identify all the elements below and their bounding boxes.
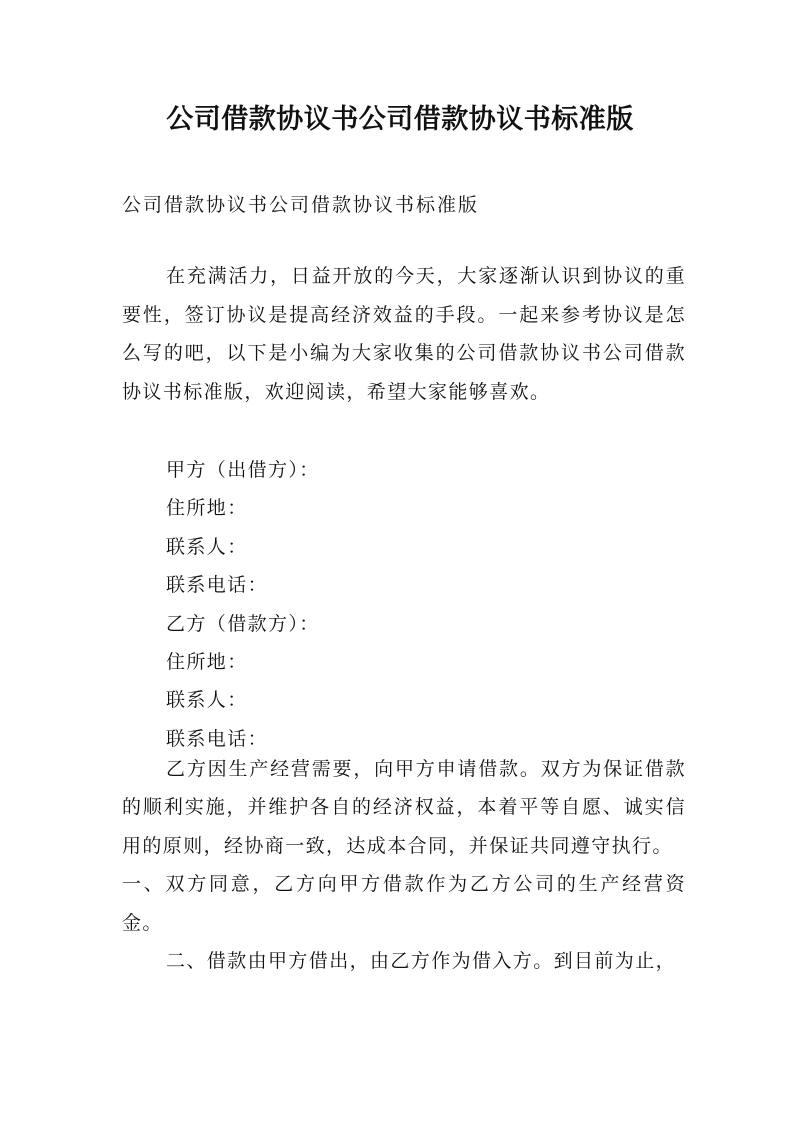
document-title: 公司借款协议书公司借款协议书标准版 (166, 104, 634, 135)
clause-one: 一、双方同意，乙方向甲方借款作为乙方公司的生产经营资金。 (122, 873, 686, 934)
contract-clauses (122, 750, 686, 980)
party-a-contact-label: 联系人： (166, 535, 248, 558)
party-b-label: 乙方（借款方）： (166, 612, 320, 635)
party-a-address-label: 住所地： (166, 497, 248, 520)
party-fields (166, 451, 320, 758)
party-b-phone-label: 联系电话： (166, 727, 269, 750)
intro-paragraph: 在充满活力，日益开放的今天，大家逐渐认识到协议的重要性，签订协议是提高经济效益的手段。一起来参考协议是怎么写的吧，以下是小编为大家收集的公司借款协议书公司借款协议书标准版，欢迎阅读，希望大家能够喜欢。 (122, 265, 686, 403)
clause-two: 二、借款由甲方借出，由乙方作为借入方。到目前为止， (166, 950, 677, 973)
clause-preamble: 乙方因生产经营需要，向甲方申请借款。双方为保证借款的顺利实施，并维护各自的经济权益，本着平等自愿、诚实信用的原则，经协商一致，达成本合同，并保证共同遵守执行。 (122, 758, 686, 857)
document-subtitle: 公司借款协议书公司借款协议书标准版 (122, 194, 480, 216)
party-b-address-label: 住所地： (166, 650, 248, 673)
party-b-contact-label: 联系人： (166, 689, 248, 712)
party-a-label: 甲方（出借方）： (166, 459, 320, 481)
party-a-phone-label: 联系电话： (166, 574, 269, 597)
